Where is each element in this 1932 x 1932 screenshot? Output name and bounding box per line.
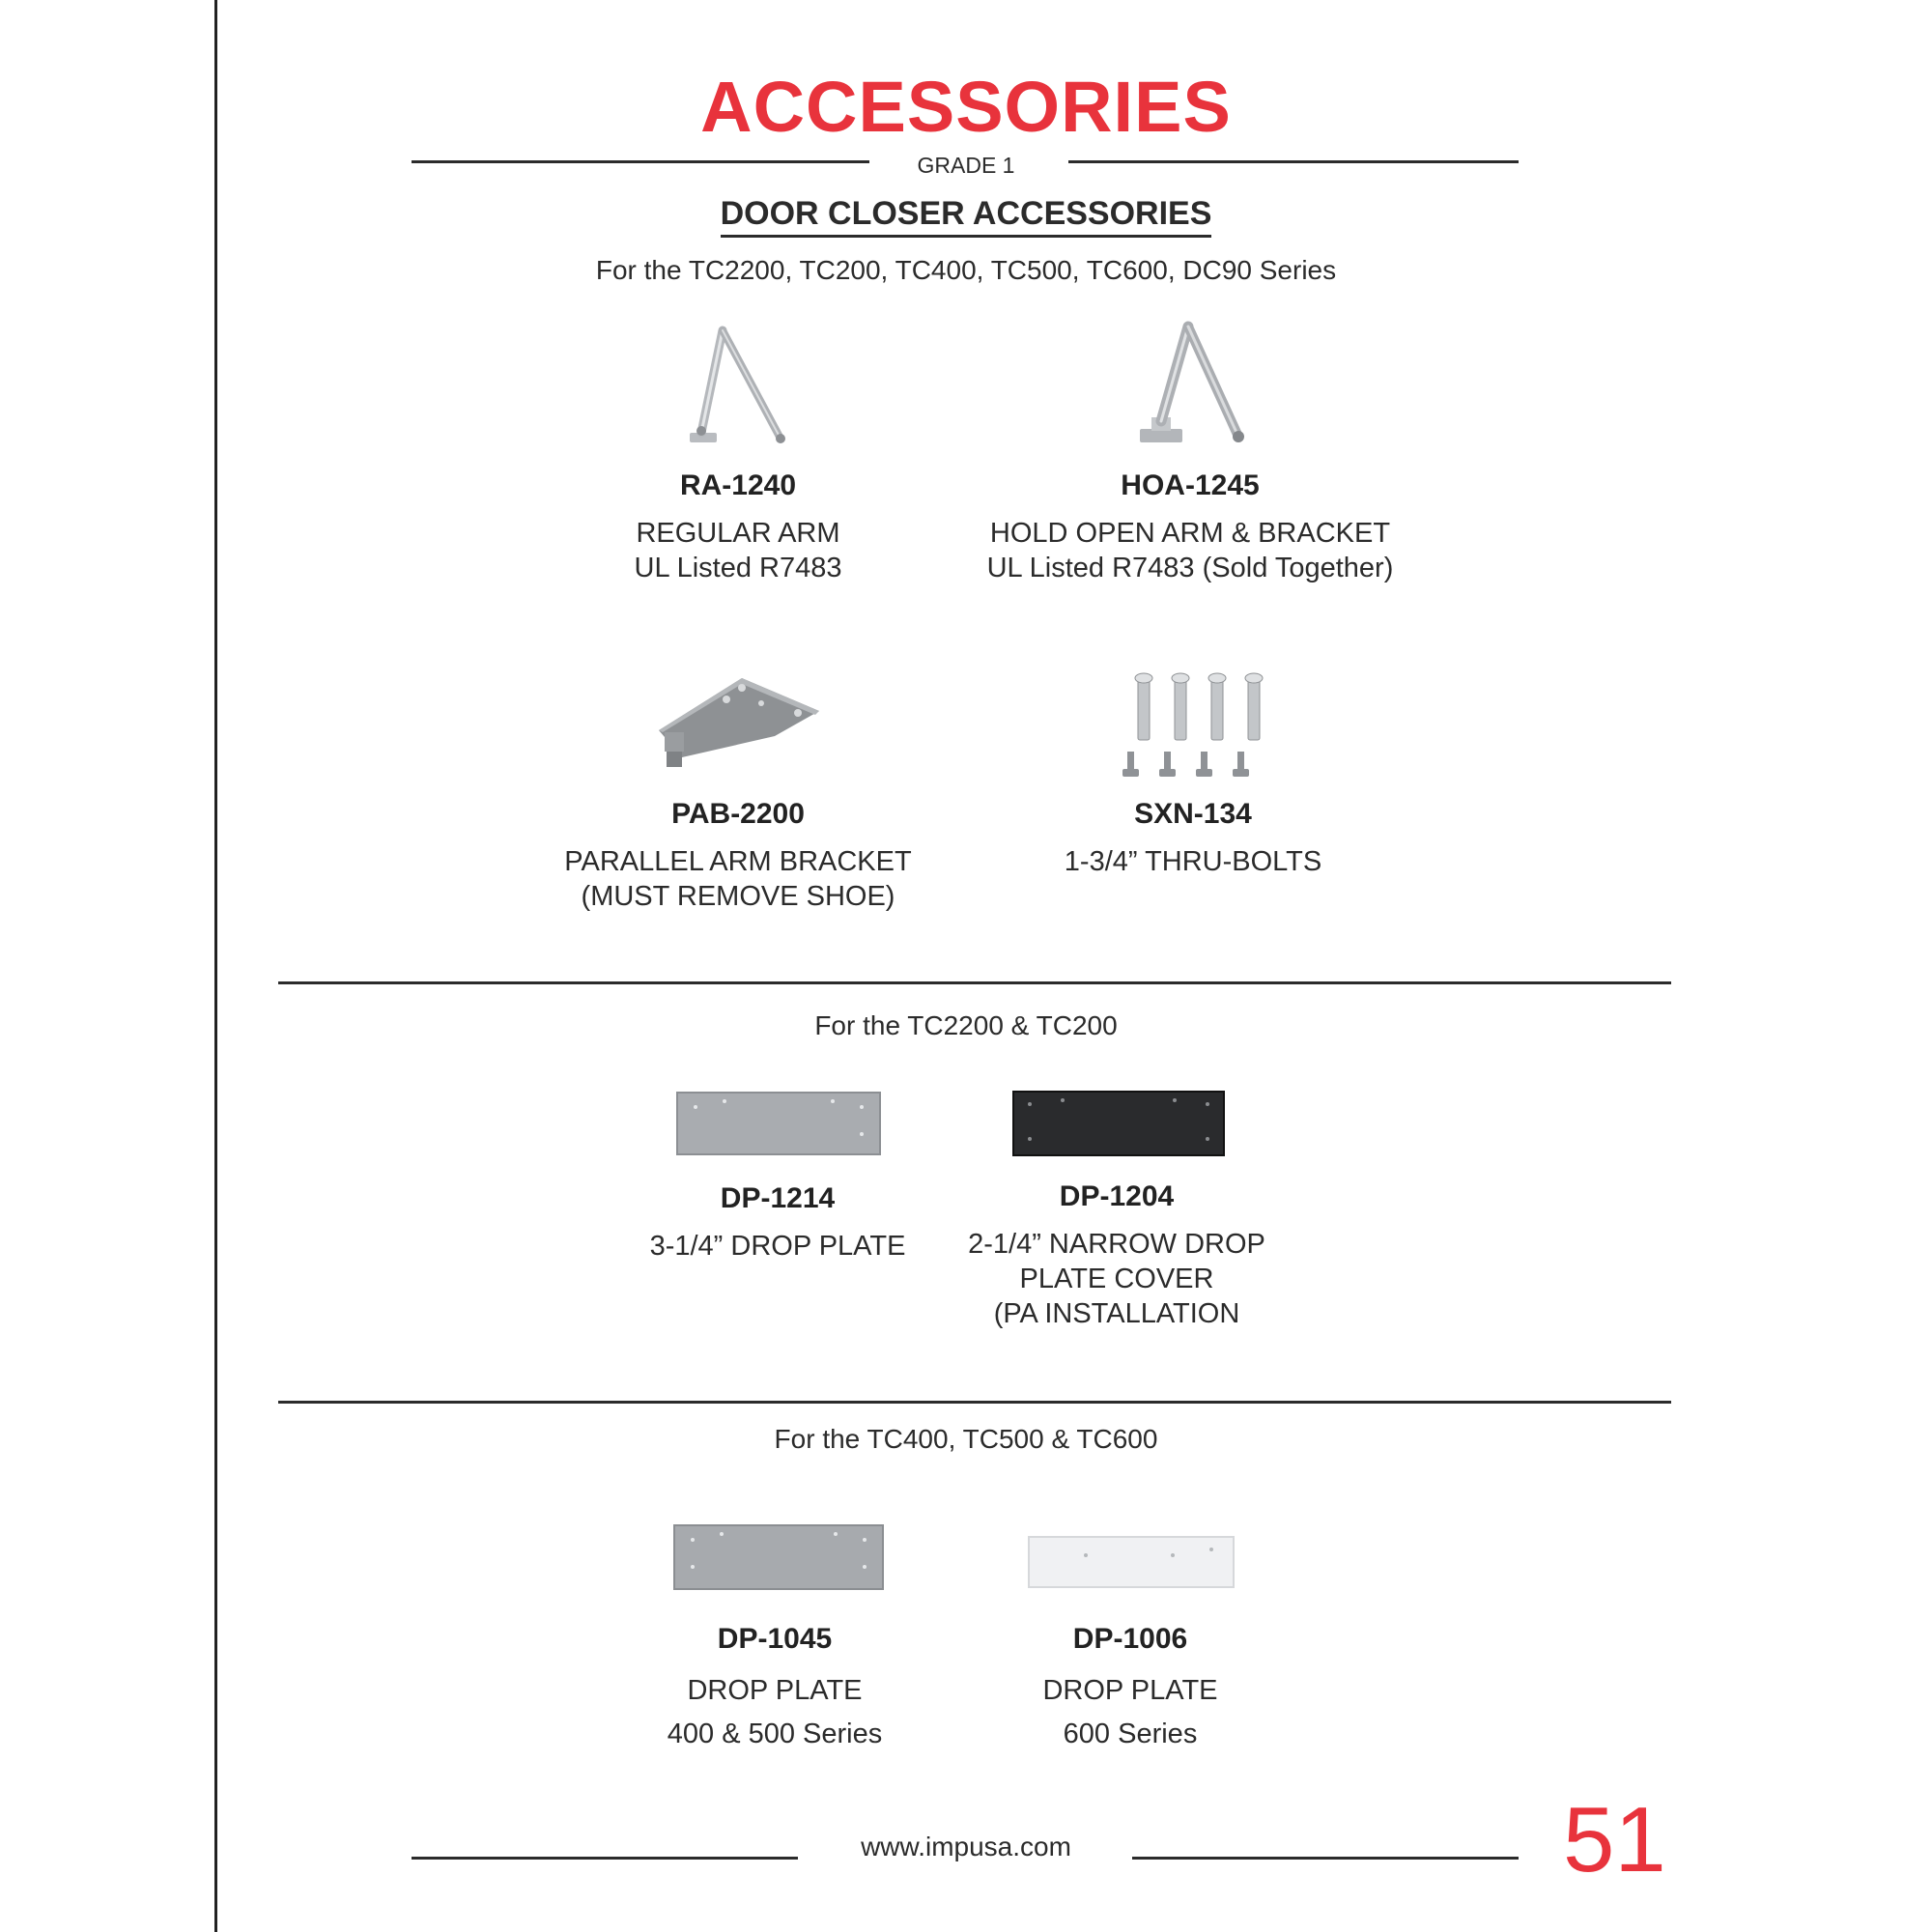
page-number: 51 — [1563, 1788, 1666, 1891]
product-description-line2: UL Listed R7483 — [634, 553, 842, 583]
product-code: DP-1006 — [1072, 1623, 1188, 1655]
product-description-line1: REGULAR ARM — [636, 518, 840, 549]
product-dp-1204 — [895, 1180, 1339, 1331]
product-description-line1: PARALLEL ARM BRACKET — [564, 846, 912, 877]
product-description-line2: PLATE COVER — [1019, 1264, 1214, 1294]
section-heading: For the TC2200 & TC200 — [814, 1010, 1118, 1040]
product-hoa-1245 — [968, 469, 1412, 585]
regular-arm-icon — [676, 325, 802, 448]
section-subtitle-text: DOOR CLOSER ACCESSORIES — [721, 195, 1212, 238]
product-sxn-134 — [971, 798, 1415, 879]
product-description-line1: 3-1/4” DROP PLATE — [649, 1231, 906, 1262]
product-description-line2: (MUST REMOVE SHOE) — [581, 881, 895, 912]
product-code: DP-1204 — [1059, 1180, 1175, 1212]
product-code: RA-1240 — [679, 469, 797, 501]
product-code: DP-1045 — [717, 1623, 833, 1655]
page-left-border — [214, 0, 217, 1932]
product-code: SXN-134 — [1134, 798, 1252, 830]
section-divider — [278, 981, 1671, 984]
product-description-line2: UL Listed R7483 (Sold Together) — [986, 553, 1394, 583]
silver-drop-plate-icon — [673, 1524, 884, 1590]
product-description-line1: HOLD OPEN ARM & BRACKET — [989, 518, 1391, 549]
footer-url-link[interactable]: www.impusa.com — [861, 1832, 1071, 1861]
white-drop-plate-icon — [1028, 1536, 1235, 1588]
silver-drop-plate-icon — [676, 1092, 881, 1155]
product-description-line2: 600 Series — [1063, 1719, 1198, 1749]
grade-label: GRADE 1 — [917, 153, 1015, 178]
product-dp-1006 — [908, 1623, 1352, 1756]
hold-open-arm-icon — [1130, 321, 1256, 448]
product-ra-1240 — [516, 469, 960, 585]
product-description-line1: DROP PLATE — [1042, 1675, 1218, 1706]
product-pab-2200 — [516, 798, 960, 914]
thru-bolts-icon — [1111, 672, 1275, 781]
black-drop-plate-icon — [1012, 1091, 1225, 1156]
series-note: For the TC2200, TC200, TC400, TC500, TC600, DC90 Series — [595, 255, 1337, 285]
section-divider — [278, 1401, 1671, 1404]
product-description-line1: 2-1/4” NARROW DROP — [968, 1229, 1265, 1260]
product-code: HOA-1245 — [1121, 469, 1260, 501]
page-title: ACCESSORIES — [700, 67, 1232, 147]
section-heading: For the TC400, TC500 & TC600 — [774, 1424, 1158, 1454]
product-description-line1: DROP PLATE — [687, 1675, 863, 1706]
product-description-line3: (PA INSTALLATION — [993, 1298, 1240, 1329]
parallel-arm-bracket-icon — [653, 676, 827, 773]
product-code: PAB-2200 — [671, 798, 805, 830]
product-description-line1: 1-3/4” THRU-BOLTS — [1064, 846, 1322, 877]
product-description-line2: 400 & 500 Series — [667, 1719, 883, 1749]
section-subtitle — [0, 195, 1932, 233]
product-code: DP-1214 — [720, 1182, 836, 1214]
